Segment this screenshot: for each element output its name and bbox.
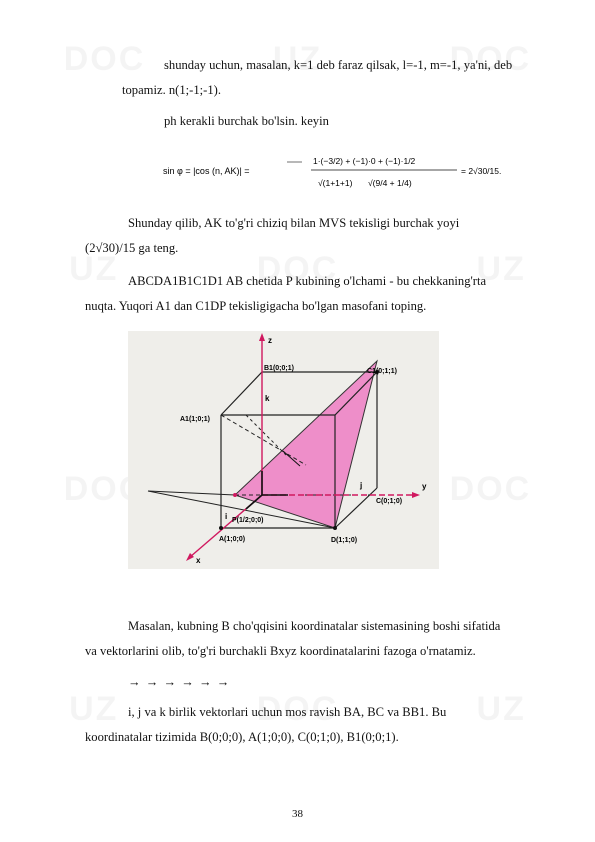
formula-lhs: sin φ = |cos (n, AK)| = (163, 166, 250, 176)
vertex-p (233, 493, 237, 497)
label-a1: A1(1;0;1) (180, 416, 210, 423)
paragraph-line: Shunday qilib, AK to'g'ri chiziq bilan MVS tekisligi burchak yoyi (128, 216, 460, 230)
label-z: z (268, 336, 272, 345)
paragraph-line: ABCDA1B1C1D1 AB chetida P kubining o'lchami - bu chekkaning'rta (128, 274, 487, 288)
cube-diagram (128, 331, 439, 569)
paragraph-line: shunday uchun, masalan, k=1 deb faraz qilsak, l=-1, m=-1, ya'ni, deb (164, 58, 513, 72)
page-number: 38 (292, 808, 303, 820)
y-axis-arrow (412, 492, 420, 498)
vertex-a (219, 526, 223, 530)
formula-den-right: √(9/4 + 1/4) (368, 178, 412, 188)
formula-rhs: = 2√30/15. (461, 166, 502, 176)
label-p: P(1/2;0;0) (232, 517, 264, 524)
vector-arrows: → → → → → → (128, 675, 231, 689)
label-a: A(1;0;0) (219, 536, 246, 543)
formula-numerator: 1·(−3/2) + (−1)·0 + (−1)·1/2 (313, 156, 416, 166)
paragraph-line: ph kerakli burchak bo'lsin. keyin (164, 114, 329, 128)
label-y: y (422, 482, 427, 491)
section-plane (235, 361, 377, 528)
label-i: i (225, 512, 228, 521)
sine-angle-formula (163, 150, 508, 192)
formula-den-left: √(1+1+1) (318, 178, 353, 188)
paragraph-line: koordinatalar tizimida B(0;0;0), A(1;0;0), C(0;1;0), B1(0;0;1). (85, 730, 399, 744)
paragraph-line: i, j va k birlik vektorlari uchun mos ravish BA, BC va BB1. Bu (128, 705, 447, 719)
vertex-d (333, 526, 337, 530)
extension-line (148, 491, 235, 495)
paragraph-line: topamiz. n(1;-1;-1). (122, 83, 221, 97)
z-axis-arrow (259, 333, 265, 341)
label-k: k (265, 394, 270, 403)
label-c: C(0;1;0) (376, 498, 403, 505)
paragraph-line: nuqta. Yuqori A1 dan C1DP tekisligigacha bo'lgan masofani toping. (85, 299, 427, 313)
paragraph-line: va vektorlarini olib, to'g'ri burchakli Bxyz koordinatalarini fazoga o'rnatamiz. (85, 644, 476, 658)
label-j: j (360, 481, 363, 490)
cube-figure (128, 331, 439, 569)
label-d: D(1;1;0) (331, 537, 358, 544)
label-b1: B1(0;0;1) (264, 365, 294, 372)
paragraph-line: Masalan, kubning B cho'qqisini koordinatalar sistemasining boshi sifatida (128, 619, 501, 633)
paragraph-line: (2√30)/15 ga teng. (85, 241, 179, 255)
hidden-edge (246, 415, 286, 455)
label-x: x (196, 556, 201, 565)
label-c1: C1(0;1;1) (367, 368, 397, 375)
